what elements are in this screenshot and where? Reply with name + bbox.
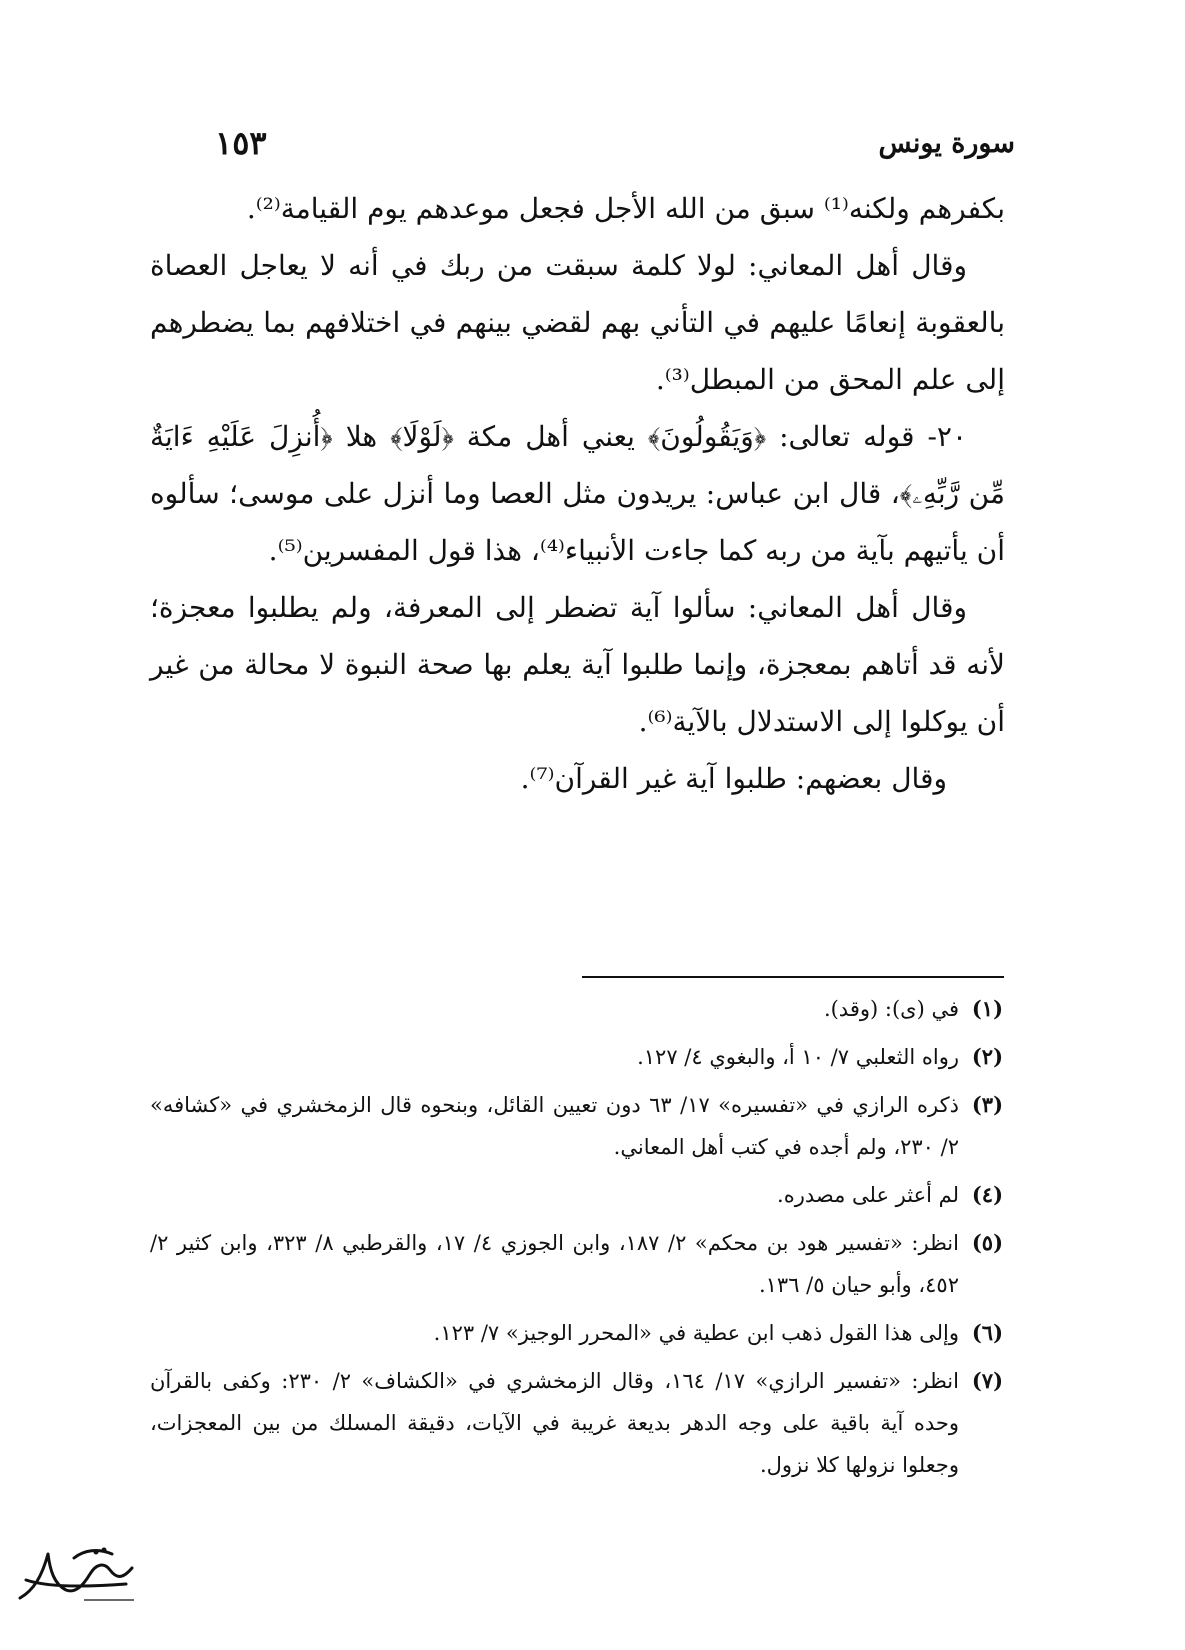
footnote-number: (١) [971, 996, 1003, 1021]
paragraph-2: وقال أهل المعاني: لولا كلمة سبقت من ربك في أنه لا يعاجل العصاة بالعقوبة إنعامًا عليهم في التأني بهم لقضي بينهم في اختلافهم بما يضطرهم إلى علم المحق من المبطل⁽³⁾. [150, 249, 1005, 396]
footnote-text: لم أعثر على مصدره. [777, 1183, 959, 1207]
footnote-number: (٣) [971, 1092, 1003, 1117]
footnote-text: انظر: «تفسير الرازي» ١٧/ ١٦٤، وقال الزمخشري في «الكشاف» ٢/ ٢٣٠: وكفى بالقرآن وحده آية باقية على وجه الدهر بديعة غريبة في الآيات، دقيقة المسلك من بين المعجزات، وجعلوا نزولها كلا نزول. [150, 1369, 959, 1477]
main-text [150, 180, 1005, 807]
paragraph-3: ٢٠- قوله تعالى: ﴿وَيَقُولُونَ﴾ يعني أهل مكة ﴿لَوْلَا﴾ هلا ﴿أُنزِلَ عَلَيْهِ ءَايَةٌ مِّن رَّبِّهِۦ﴾، قال ابن عباس: يريدون مثل العصا وما أنزل على موسى؛ سألوه أن يأتيهم بآية من ربه كما جاءت الأنبياء⁽⁴⁾، هذا قول المفسرين⁽⁵⁾. [150, 420, 1005, 567]
footnote [150, 1312, 1003, 1354]
footnotes [150, 988, 1003, 1492]
footnote [150, 1174, 1003, 1216]
footnote-text: رواه الثعلبي ٧/ ١٠ أ، والبغوي ٤/ ١٢٧. [637, 1045, 959, 1069]
surah-title: سورة يونس [878, 127, 1015, 159]
page-number: ١٥٣ [215, 124, 267, 162]
footnote-text: وإلى هذا القول ذهب ابن عطية في «المحرر الوجيز» ٧/ ١٢٣. [433, 1321, 959, 1345]
paragraph-1: بكفرهم ولكنه⁽¹⁾ سبق من الله الأجل فجعل موعدهم يوم القيامة⁽²⁾. [246, 192, 1005, 225]
footnote [150, 1222, 1003, 1306]
footnote-separator [582, 976, 1004, 978]
footnote-text: ذكره الرازي في «تفسيره» ١٧/ ٦٣ دون تعيين القائل، وبنحوه قال الزمخشري في «كشافه» ٢/ ٢٣٠، ولم أجده في كتب أهل المعاني. [150, 1093, 959, 1159]
page-header [215, 118, 1015, 168]
footnote [150, 988, 1003, 1030]
paragraph-5: وقال بعضهم: طلبوا آية غير القرآن⁽⁷⁾. [520, 762, 947, 795]
paragraph-4: وقال أهل المعاني: سألوا آية تضطر إلى المعرفة، ولم يطلبوا معجزة؛ لأنه قد أتاهم بمعجزة، وإنما طلبوا آية يعلم بها صحة النبوة لا محالة من غير أن يوكلوا إلى الاستدلال بالآية⁽⁶⁾. [150, 591, 1005, 738]
footnote-number: (٥) [971, 1230, 1003, 1255]
footnote [150, 1084, 1003, 1168]
footnote-number: (٧) [971, 1368, 1003, 1393]
calligraphy-logo-icon [14, 1540, 144, 1608]
footnote [150, 1036, 1003, 1078]
footnote-number: (٦) [971, 1320, 1003, 1345]
footnote-text: انظر: «تفسير هود بن محكم» ٢/ ١٨٧، وابن الجوزي ٤/ ١٧، والقرطبي ٨/ ٣٢٣، وابن كثير ٢/ ٤٥٢، وأبو حيان ٥/ ١٣٦. [150, 1231, 959, 1297]
footnote [150, 1360, 1003, 1486]
footnote-number: (٤) [971, 1182, 1003, 1207]
footnote-number: (٢) [971, 1044, 1003, 1069]
footnote-text: في (ى): (وقد). [823, 997, 959, 1021]
